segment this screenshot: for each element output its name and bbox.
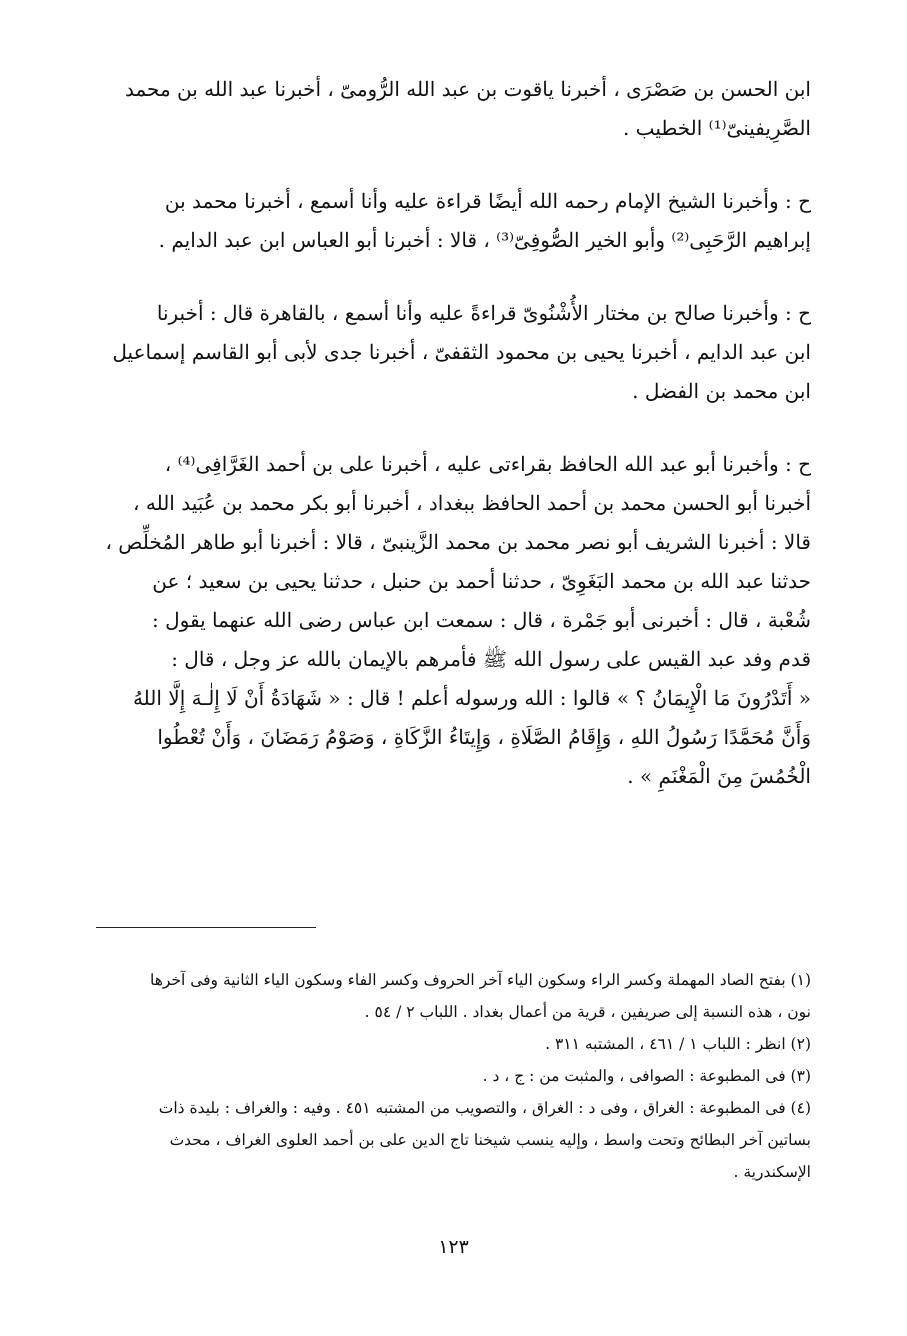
- footnote-2: [96, 1030, 811, 1059]
- text-line: ابن الحسن بن صَصْرَى ، أخبرنا ياقوت بن عبد الله الرُّومىّ ، أخبرنا عبد الله بن محمد: [124, 77, 811, 101]
- footnote-line: (٤) فى المطبوعة : الغراق ، وفى د : الغراق ، والتصويب من المشتبه ٤٥١ . وفيه : والغراف : بليدة ذات: [158, 1099, 811, 1117]
- text-line: شُعْبة ، قال : أخبرنى أبو جَمْرة ، قال : سمعت ابن عباس رضى الله عنهما يقول :: [152, 608, 811, 632]
- footnote-line: بساتين آخر البطائح وتحت واسط ، وإليه ينسب شيخنا تاج الدين على بن أحمد العلوى الغراف ، محدث: [169, 1131, 811, 1149]
- text-line: وَأَنَّ مُحَمَّدًا رَسُولُ اللهِ ، وَإِقَامُ الصَّلَاةِ ، وَإِيتَاءُ الزَّكَاةِ ، وَصَوْمُ رَمَضَانَ ، وَأَنْ تُعْطُوا: [157, 725, 811, 749]
- text-line: إبراهيم الرَّحَبِى⁽²⁾ وأبو الخير الصُّوفِىّ⁽³⁾ ، قالا : أخبرنا أبو العباس ابن عبد الدايم .: [158, 228, 811, 252]
- page-number: ١٢٣: [438, 1236, 469, 1258]
- footnote-line: (٢) انظر : اللباب ١ / ٤٦١ ، المشتبه ٣١١ .: [545, 1035, 811, 1053]
- main-text: [96, 70, 811, 796]
- footnote-divider: [96, 927, 316, 928]
- text-line: ح : وأخبرنا أبو عبد الله الحافظ بقراءتى عليه ، أخبرنا على بن أحمد الغَرَّافِى⁽⁴⁾ ،: [164, 452, 811, 476]
- footnote-line: (١) بفتح الصاد المهملة وكسر الراء وسكون الياء آخر الحروف وكسر الفاء وسكون الياء الثانية وفى آخرها: [149, 971, 811, 989]
- footnote-4: [96, 1094, 811, 1187]
- footnote-line: (٣) فى المطبوعة : الصوافى ، والمثبت من : ج ، د .: [482, 1067, 811, 1085]
- text-line: ح : وأخبرنا صالح بن مختار الأُشْنُوىّ قراءةً عليه وأنا أسمع ، بالقاهرة قال : أخبرنا: [156, 301, 811, 325]
- text-line: ابن محمد بن الفضل .: [632, 379, 811, 403]
- footnote-line: الإسكندرية .: [733, 1163, 811, 1181]
- paragraph-1: [96, 70, 811, 148]
- footnote-1: [96, 966, 811, 1027]
- paragraph-3: [96, 294, 811, 411]
- text-line: قالا : أخبرنا الشريف أبو نصر محمد بن محمد الزَّينبىّ ، قالا : أخبرنا أبو طاهر المُخلِّص ،: [105, 530, 811, 554]
- paragraph-4: [96, 445, 811, 796]
- text-line: الْخُمُسَ مِنَ الْمَغْنَمِ » .: [627, 764, 811, 788]
- text-line: قدم وفد عبد القيس على رسول الله ﷺ فأمرهم بالإيمان بالله عز وجل ، قال :: [171, 647, 811, 671]
- footnote-line: نون ، هذه النسبة إلى صريفين ، قرية من أعمال بغداد . اللباب ٢ / ٥٤ .: [364, 1003, 811, 1021]
- footnotes: [96, 966, 811, 1190]
- text-line: ح : وأخبرنا الشيخ الإمام رحمه الله أيضًا قراءة عليه وأنا أسمع ، أخبرنا محمد بن: [164, 189, 811, 213]
- text-line: ابن عبد الدايم ، أخبرنا يحيى بن محمود الثقفىّ ، أخبرنا جدى لأبى أبو القاسم إسماعيل: [112, 340, 811, 364]
- paragraph-2: [96, 182, 811, 260]
- text-line: حدثنا عبد الله بن محمد البَغَوِىّ ، حدثنا أحمد بن حنبل ، حدثنا يحيى بن سعيد ؛ عن: [152, 569, 811, 593]
- text-line: أخبرنا أبو الحسن محمد بن أحمد الحافظ ببغداد ، أخبرنا أبو بكر محمد بن عُبَيد الله ،: [133, 491, 811, 515]
- text-line: « أَتَدْرُونَ مَا الْإِيمَانُ ؟ » قالوا : الله ورسوله أعلم ! قال : « شَهَادَةُ أَنْ لَا إِلٰـهَ إِلَّا اللهُ: [132, 686, 811, 710]
- footnote-3: [96, 1062, 811, 1091]
- text-line: الصَّرِيفينىّ⁽¹⁾ الخطيب .: [622, 116, 811, 140]
